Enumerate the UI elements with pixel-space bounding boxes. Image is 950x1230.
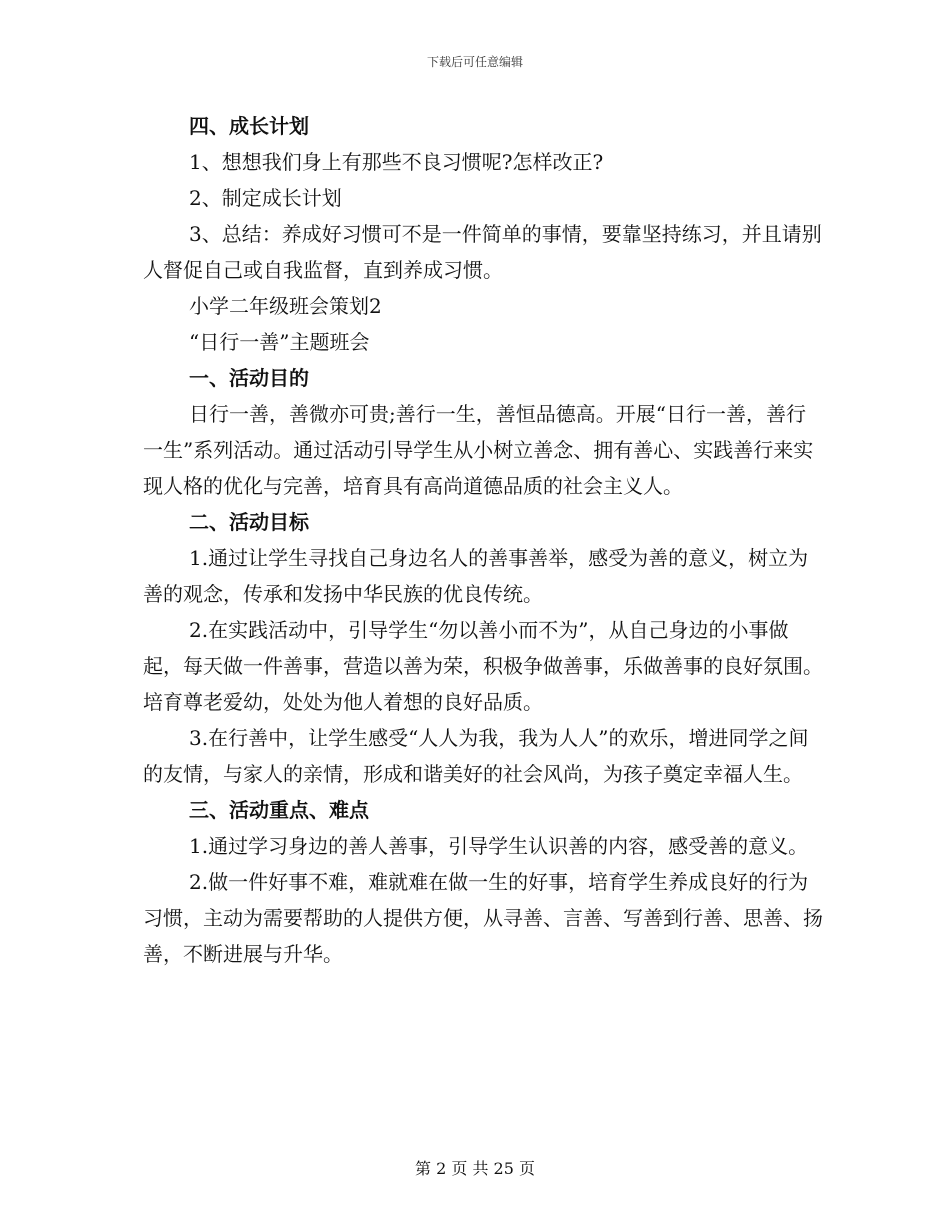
paragraph: 1.通过学习身边的善人善事，引导学生认识善的内容，感受善的意义。	[189, 834, 809, 858]
paragraph: 3.在行善中，让学生感受“人人为我，我为人人”的欢乐，增进同学之间的友情，与家人的亲情，形成和谐美好的社会风尚，为孩子奠定幸福人生。	[143, 726, 809, 786]
section-heading-key-points: 三、活动重点、难点	[189, 798, 369, 822]
paragraph: 1.通过让学生寻找自己身边名人的善事善举，感受为善的意义，树立为善的观念，传承和发扬中华民族的优良传统。	[143, 546, 809, 606]
paragraph: 3、总结：养成好习惯可不是一件简单的事情，要靠坚持练习，并且请别人督促自己或自我监督，直到养成习惯。	[143, 222, 822, 282]
page-footer: 第 2 页 共 25 页	[415, 1159, 535, 1178]
paragraph: 日行一善，善微亦可贵;善行一生，善恒品德高。开展“日行一善，善行一生”系列活动。通过活动引导学生从小树立善念、拥有善心、实践善行来实现人格的优化与完善，培育具有高尚道德品质的社会主义人。	[143, 402, 814, 498]
section-heading-goals: 二、活动目标	[189, 510, 309, 534]
paragraph: 2.在实践活动中，引导学生“勿以善小而不为”，从自己身边的小事做起，每天做一件善事，营造以善为荣，积极争做善事，乐做善事的良好氛围。培育尊老爱幼，处处为他人着想的良好品质。	[143, 618, 823, 714]
section-heading-growth-plan: 四、成长计划	[189, 114, 309, 138]
paragraph: 2、制定成长计划	[189, 186, 342, 210]
section-heading-purpose: 一、活动目的	[189, 366, 309, 390]
theme-title: “日行一善”主题班会	[189, 330, 370, 354]
plan-title: 小学二年级班会策划2	[189, 294, 382, 318]
document-body	[143, 108, 823, 972]
page-header: 下载后可任意编辑	[426, 55, 523, 69]
paragraph: 1、想想我们身上有那些不良习惯呢?怎样改正?	[189, 150, 604, 174]
paragraph: 2.做一件好事不难，难就难在做一生的好事，培育学生养成良好的行为习惯，主动为需要帮助的人提供方便，从寻善、言善、写善到行善、思善、扬善，不断进展与升华。	[143, 870, 823, 966]
